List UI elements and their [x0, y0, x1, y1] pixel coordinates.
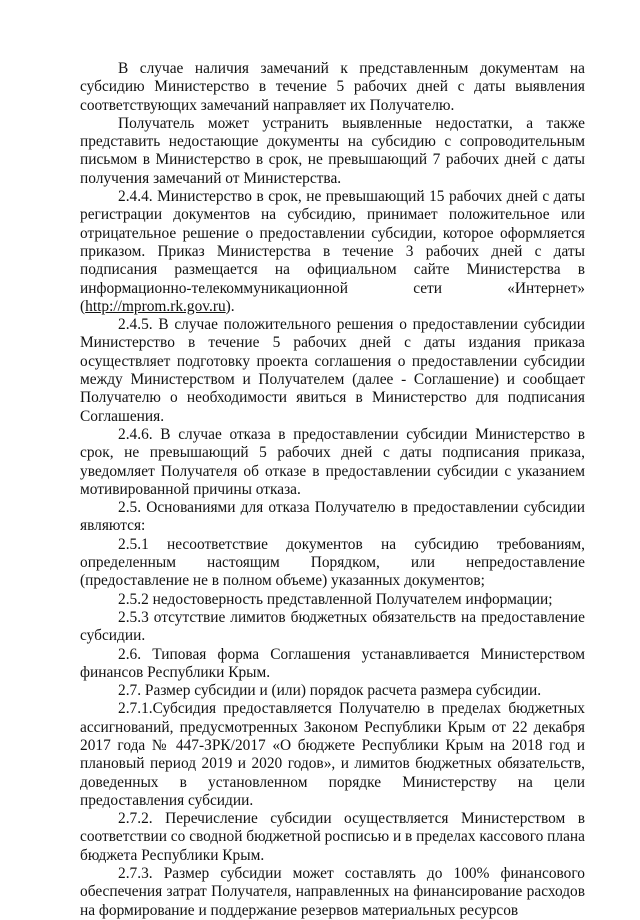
- paragraph-2-5-2: 2.5.2 недостоверность представленной Получателем информации;: [118, 590, 553, 608]
- paragraph-2-5-3: 2.5.3 отсутствие лимитов бюджетных обязательств на предоставление субсидии.: [80, 608, 585, 645]
- paragraph-recipient-fix: Получатель может устранить выявленные недостатки, а также представить недостающие документы на субсидию с сопроводительным письмом в Министерство в срок, не превышающий 7 рабочих дней с даты получения замечаний от Министерства.: [80, 114, 585, 187]
- paragraph-2-4-4: [80, 188, 585, 316]
- paragraph-2-7-1: 2.7.1.Субсидия предоставляется Получателю в пределах бюджетных ассигнований, предусмотренных Законом Республики Крым от 22 декабря 2017 года № 447-ЗРК/2017 «О бюджете Республики Крым на 2018 год и плановый период 2019 и 2020 годов», и лимитов бюджетных обязательств, доведенных в установленном порядке Министерству на цели предоставления субсидии.: [80, 700, 585, 809]
- paragraph-2-5: 2.5. Основаниями для отказа Получателю в предоставлении субсидии являются:: [80, 499, 585, 535]
- paragraph-2-4-6: 2.4.6. В случае отказа в предоставлении субсидии Министерство в срок, не превышающий 5 рабочих дней с даты подписания приказа, уведомляет Получателя об отказе в предоставлении субсидии с указанием мотивированной причины отказа.: [80, 425, 585, 498]
- paragraph-2-7-2: 2.7.2. Перечисление субсидии осуществляется Министерством в соответствии со сводной бюджетной росписью и в пределах кассового плана бюджета Республики Крым.: [80, 810, 585, 864]
- paragraph-2-7: 2.7. Размер субсидии и (или) порядок расчета размера субсидии.: [118, 682, 542, 700]
- ministry-website-link[interactable]: http://mprom.rk.gov.ru: [85, 297, 226, 315]
- paragraph-remarks: В случае наличия замечаний к представленным документам на субсидию Министерство в течение 5 рабочих дней с даты выявления соответствующих замечаний направляет их Получателю.: [80, 60, 585, 114]
- paragraph-2-4-4-tail: ).: [225, 297, 235, 315]
- paragraph-2-4-5: 2.4.5. В случае положительного решения о предоставлении субсидии Министерство в течение 5 рабочих дней с даты издания приказа осуществляет подготовку проекта соглашения о предоставлении субсидии между Министерством и Получателем (далее - Соглашение) и сообщает Получателю о необходимости явиться в Министерство для подписания Соглашения.: [80, 316, 585, 425]
- paragraph-2-6: 2.6. Типовая форма Соглашения устанавливается Министерством финансов Республики Крым.: [80, 645, 585, 681]
- paragraph-2-5-1: 2.5.1 несоответствие документов на субсидию требованиям, определенным настоящим Порядком, или непредоставление (предоставление не в полном объеме) указанных документов;: [80, 535, 585, 590]
- paragraph-2-7-3: 2.7.3. Размер субсидии может составлять до 100% финансового обеспечения затрат Получателя, направленных на финансирование расходов на формирование и поддержание резервов материальных ресурсов: [80, 865, 585, 919]
- paragraph-2-4-4-text: 2.4.4. Министерство в срок, не превышающий 15 рабочих дней с даты регистрации документов на субсидию, принимает положительное или отрицательное решение о предоставлении субсидии, которое оформляется приказом. Приказ Министерства в течение 3 рабочих дней с даты подписания размещается на официальном сайте Министерства в информационно-телекоммуникационной сети «Интернет» (: [80, 188, 585, 315]
